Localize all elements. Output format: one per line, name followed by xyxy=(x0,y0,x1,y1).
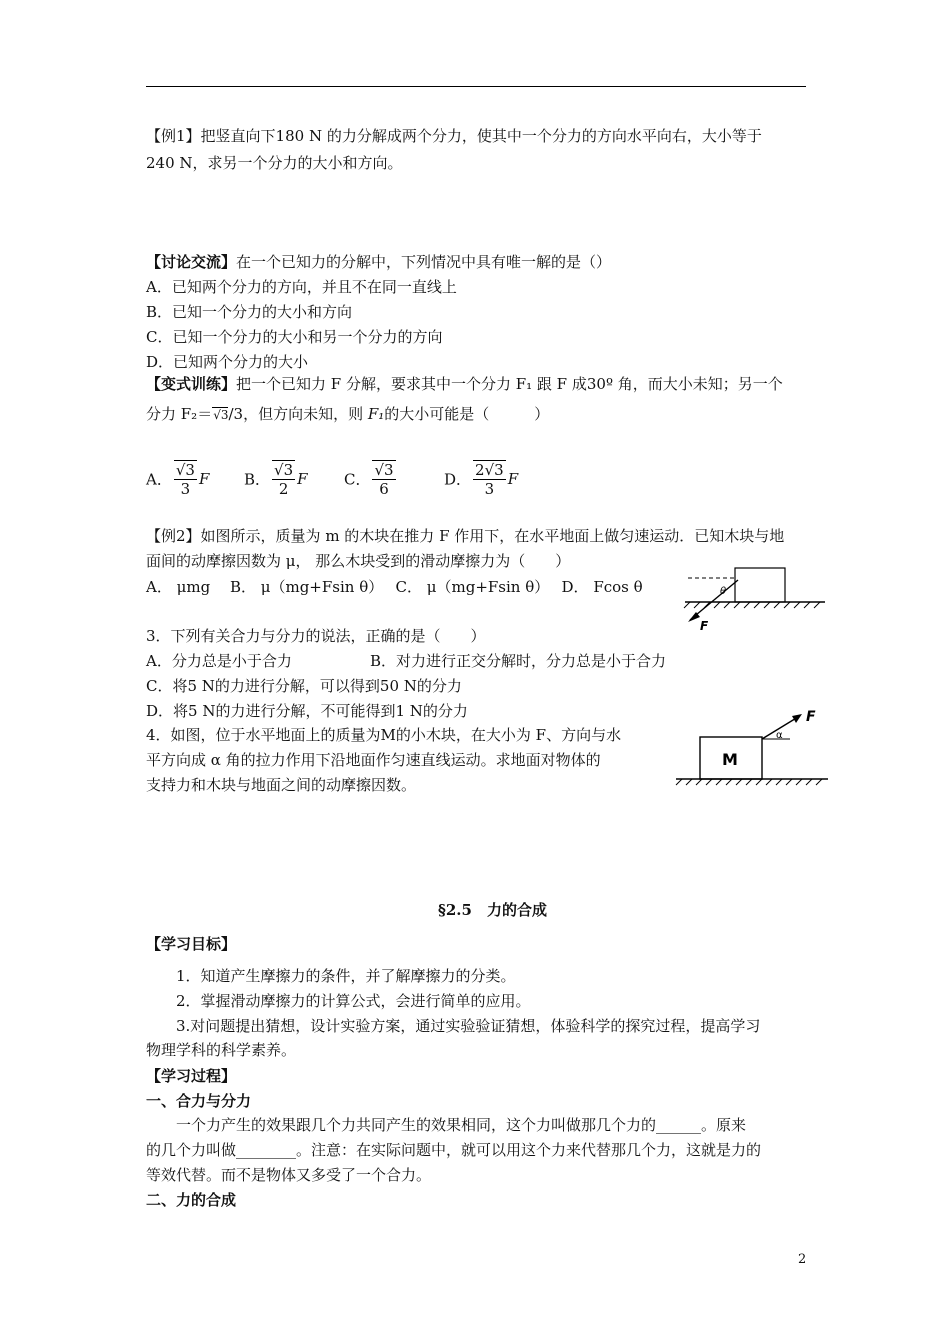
q3-option-c: C．将5 N的力进行分解，可以得到50 N的分力 xyxy=(146,677,462,695)
part1-line3: 等效代替。而不是物体又多受了一个合力。 xyxy=(146,1166,432,1184)
discussion-title: 【讨论交流】 xyxy=(146,253,237,271)
part1-title: 一、合力与分力 xyxy=(146,1092,252,1110)
option-fraction xyxy=(174,460,197,498)
q3-option-b: B．对力进行正交分解时，分力总是小于合力 xyxy=(370,652,667,670)
variant-option-a xyxy=(146,460,209,498)
fraction-denominator: 6 xyxy=(379,480,389,498)
variant-line2-end: 的大小可能是（ ） xyxy=(384,405,550,423)
example1-line1: 【例1】把竖直向下180 N 的力分解成两个分力，使其中一个分力的方向水平向右，大小等于 xyxy=(146,127,762,145)
option-label: C． xyxy=(344,470,371,489)
option-label: B． xyxy=(244,470,271,489)
part2-title: 二、力的合成 xyxy=(146,1191,237,1209)
example2-options: A． μmg B． μ（mg+Fsin θ） C． μ（mg+Fsin θ） D． Fcos θ xyxy=(146,578,643,596)
variant-line2 xyxy=(146,404,549,425)
theta-label: θ xyxy=(720,586,727,597)
example2-line1: 【例2】如图所示，质量为 m 的木块在推力 F 作用下，在水平地面上做匀速运动．已知木块与地 xyxy=(146,527,785,545)
variant-text: 把一个已知力 F 分解，要求其中一个分力 F₁ 跟 F 成30º 角，而大小未知；另一个 xyxy=(236,375,783,393)
discussion-option-d: D．已知两个分力的大小 xyxy=(146,353,309,371)
block-label: M xyxy=(722,750,738,769)
force-label: F xyxy=(806,709,816,725)
variant-line1 xyxy=(146,374,783,394)
variant-title: 【变式训练】 xyxy=(146,375,237,393)
q4-line2: 平方向成 α 角的拉力作用下沿地面作匀速直线运动。求地面对物体的 xyxy=(146,751,601,769)
discussion-option-c: C．已知一个分力的大小和另一个分力的方向 xyxy=(146,328,443,346)
option-fraction xyxy=(272,460,295,498)
goal-1: 1．知道产生摩擦力的条件，并了解摩擦力的分类。 xyxy=(176,967,516,985)
variant-f2-label: 分力 F₂＝ xyxy=(146,405,213,423)
fraction-numerator: √3 xyxy=(374,461,394,479)
fraction-denominator: 2 xyxy=(278,480,289,498)
goals-title: 【学习目标】 xyxy=(146,935,237,953)
variant-sqrt3: √3 xyxy=(213,408,229,422)
q4-line1: 4．如图，位于水平地面上的质量为M的小木块，在大小为 F、方向与水 xyxy=(146,726,622,744)
q3-stem: 3．下列有关合力与分力的说法，正确的是（ ） xyxy=(146,627,486,645)
fraction-numerator: √3 xyxy=(274,461,294,479)
variant-line2-text: /3，但方向未知，则 xyxy=(228,405,364,423)
example2-figure xyxy=(680,560,830,640)
alpha-label: α xyxy=(776,730,783,741)
q3-option-a: A．分力总是小于合力 xyxy=(146,652,292,670)
fraction-numerator: 2√3 xyxy=(475,461,504,479)
part1-line1: 一个力产生的效果跟几个力共同产生的效果相同，这个力叫做那几个力的______。原来 xyxy=(176,1116,747,1134)
header-rule xyxy=(146,86,806,87)
section-title: §2.5 力的合成 xyxy=(438,901,547,919)
variant-f1: F₁ xyxy=(367,405,385,423)
option-label: A． xyxy=(146,470,172,489)
discussion-option-b: B．已知一个分力的大小和方向 xyxy=(146,303,353,321)
force-label: F xyxy=(700,619,709,633)
page-number: 2 xyxy=(798,1252,807,1267)
fraction-denominator: 3 xyxy=(180,480,191,498)
example1-line2: 240 N，求另一个分力的大小和方向。 xyxy=(146,154,403,172)
variant-option-b xyxy=(244,460,308,498)
option-label: D． xyxy=(444,470,472,489)
q3-option-d: D．将5 N的力进行分解，不可能得到1 N的分力 xyxy=(146,702,468,720)
goal-3-line2: 物理学科的科学素养。 xyxy=(146,1041,297,1059)
q4-figure xyxy=(672,705,832,790)
discussion-question xyxy=(146,252,611,272)
variant-option-d xyxy=(444,460,518,498)
goal-3-line1: 3.对问题提出猜想，设计实验方案，通过实验验证猜想，体验科学的探究过程，提高学习 xyxy=(176,1017,761,1035)
fraction-numerator: √3 xyxy=(175,461,195,479)
goal-2: 2．掌握滑动摩擦力的计算公式，会进行简单的应用。 xyxy=(176,992,531,1010)
discussion-stem: 在一个已知力的分解中，下列情况中具有唯一解的是（） xyxy=(236,253,612,271)
example2-line2: 面间的动摩擦因数为 μ， 那么木块受到的滑动摩擦力为（ ） xyxy=(146,552,571,570)
ground-hatching xyxy=(676,779,822,785)
variant-option-c xyxy=(344,460,398,498)
part1-line2: 的几个力叫做________。注意：在实际问题中，就可以用这个力来代替那几个力，这就是力的 xyxy=(146,1141,762,1159)
option-suffix: F xyxy=(198,470,210,488)
option-fraction xyxy=(372,460,395,498)
fraction-denominator: 3 xyxy=(484,480,495,498)
wood-block xyxy=(735,568,785,602)
option-suffix: F xyxy=(507,470,519,488)
process-title: 【学习过程】 xyxy=(146,1067,237,1085)
force-arrowhead xyxy=(792,714,802,723)
option-fraction xyxy=(473,460,506,498)
discussion-option-a: A．已知两个分力的方向，并且不在同一直线上 xyxy=(146,278,457,296)
q4-line3: 支持力和木块与地面之间的动摩擦因数。 xyxy=(146,776,417,794)
option-suffix: F xyxy=(297,470,308,488)
